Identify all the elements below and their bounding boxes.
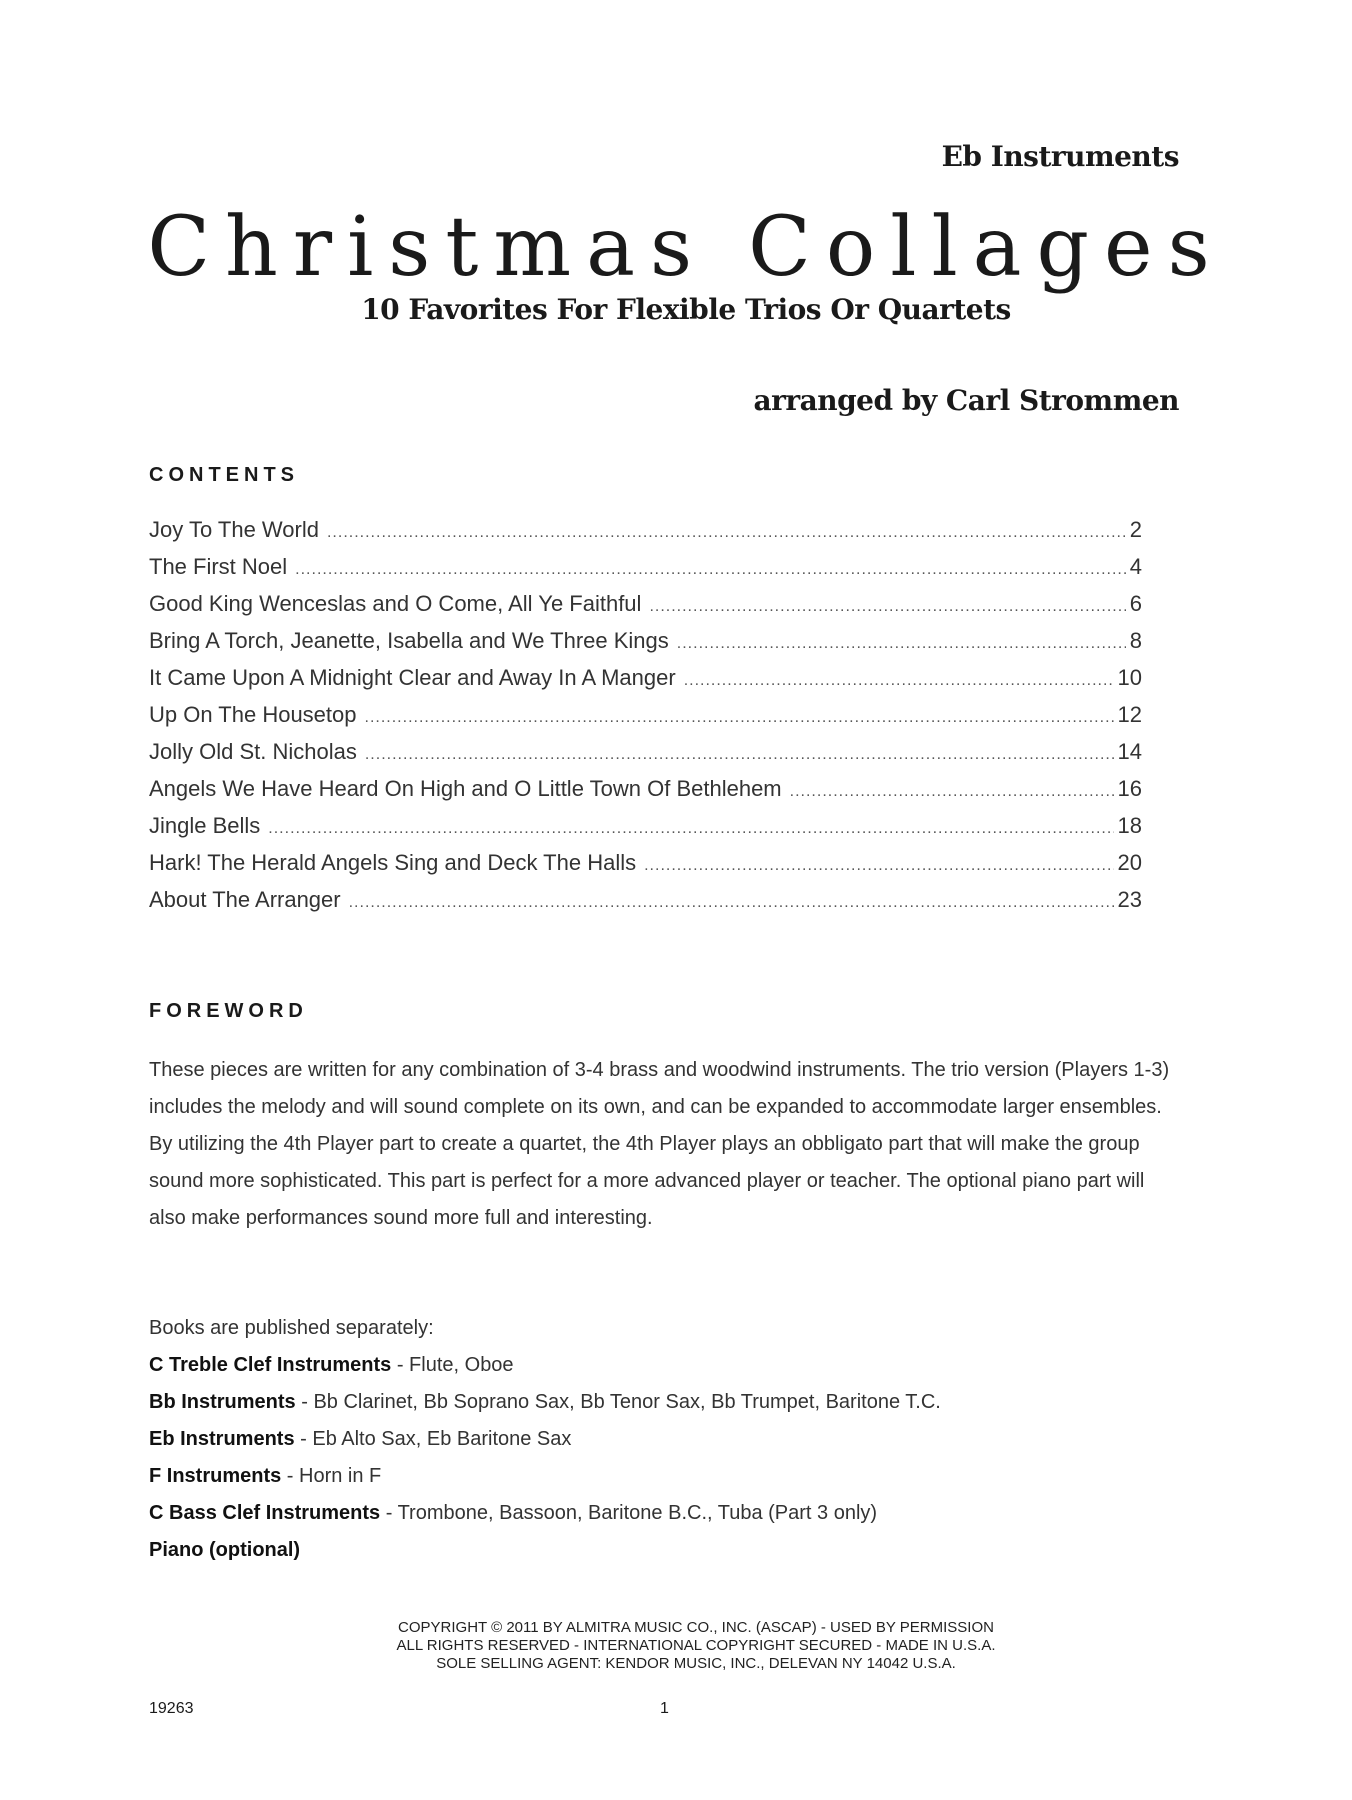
toc-entry-title: About The Arranger bbox=[149, 887, 341, 912]
toc-entry bbox=[149, 813, 1142, 850]
toc-entry bbox=[149, 517, 1142, 554]
toc-entry-title: Jingle Bells bbox=[149, 813, 261, 838]
copyright-line: SOLE SELLING AGENT: KENDOR MUSIC, INC., DELEVAN NY 14042 U.S.A. bbox=[436, 1655, 956, 1672]
book-item-name: Piano (optional) bbox=[149, 1539, 301, 1561]
book-item bbox=[149, 1532, 941, 1569]
toc-entry-page: 8 bbox=[1129, 628, 1142, 653]
book-item-name: C Bass Clef Instruments bbox=[149, 1502, 381, 1524]
book-item-desc: - Horn in F bbox=[281, 1465, 382, 1487]
copyright-line: COPYRIGHT © 2011 BY ALMITRA MUSIC CO., INC. (ASCAP) - USED BY PERMISSION bbox=[398, 1619, 994, 1636]
toc-entry bbox=[149, 554, 1142, 591]
toc-entry bbox=[149, 776, 1142, 813]
book-item bbox=[149, 1347, 941, 1384]
foreword-paragraph: These pieces are written for any combination of 3-4 brass and woodwind instruments. The trio version (Players 1-3) includes the melody and will sound complete on its own, and can be expanded to accommodate larger ensembles. By utilizing the 4th Player part to create a quartet, the 4th Player plays an obbligato part that will make the group sound more sophisticated. This part is perfect for a more advanced player or teacher. The optional piano part will also make performances sound more full and interesting. bbox=[149, 1059, 1170, 1229]
toc-entry bbox=[149, 702, 1142, 739]
toc-leader-dots bbox=[365, 746, 1114, 764]
toc-leader-dots bbox=[349, 894, 1114, 912]
book-item bbox=[149, 1495, 941, 1532]
toc-entry-page: 2 bbox=[1129, 517, 1142, 542]
toc-leader-dots bbox=[649, 598, 1125, 616]
toc-leader-dots bbox=[644, 857, 1113, 875]
toc-entry-page: 23 bbox=[1117, 887, 1142, 912]
book-item bbox=[149, 1458, 941, 1495]
book-item-name: C Treble Clef Instruments bbox=[149, 1354, 392, 1376]
toc-entry-page: 4 bbox=[1129, 554, 1142, 579]
book-title: Christmas Collages bbox=[147, 200, 1225, 295]
book-item-name: Bb Instruments bbox=[149, 1391, 296, 1413]
book-item-desc: - Eb Alto Sax, Eb Baritone Sax bbox=[294, 1428, 572, 1450]
catalog-number: 19263 bbox=[149, 1700, 194, 1717]
book-subtitle: 10 Favorites For Flexible Trios Or Quartets bbox=[361, 293, 1011, 326]
copyright-notice bbox=[20, 1619, 1352, 1673]
toc-leader-dots bbox=[790, 783, 1114, 801]
book-item-desc: - Flute, Oboe bbox=[391, 1354, 514, 1376]
toc-leader-dots bbox=[295, 561, 1126, 579]
copyright-line: ALL RIGHTS RESERVED - INTERNATIONAL COPYRIGHT SECURED - MADE IN U.S.A. bbox=[396, 1637, 996, 1654]
book-item bbox=[149, 1384, 941, 1421]
toc-entry-title: Joy To The World bbox=[149, 517, 319, 542]
toc-entry-title: Jolly Old St. Nicholas bbox=[149, 739, 357, 764]
toc-entry-page: 14 bbox=[1117, 739, 1142, 764]
toc-entry-page: 12 bbox=[1117, 702, 1142, 727]
toc-entry bbox=[149, 887, 1142, 924]
toc-entry-title: It Came Upon A Midnight Clear and Away In A Manger bbox=[149, 665, 676, 690]
toc-entry-title: The First Noel bbox=[149, 554, 288, 579]
foreword-heading: FOREWORD bbox=[149, 1000, 308, 1022]
book-item-desc: - Trombone, Bassoon, Baritone B.C., Tuba (Part 3 only) bbox=[380, 1502, 878, 1524]
table-of-contents bbox=[149, 517, 1142, 924]
arranger-credit: arranged by Carl Strommen bbox=[753, 384, 1179, 417]
page-number: 1 bbox=[660, 1700, 669, 1717]
book-item-name: Eb Instruments bbox=[149, 1428, 295, 1450]
toc-leader-dots bbox=[327, 524, 1126, 542]
toc-entry bbox=[149, 665, 1142, 702]
toc-entry-title: Good King Wenceslas and O Come, All Ye Faithful bbox=[149, 591, 642, 616]
contents-heading: CONTENTS bbox=[149, 464, 299, 486]
books-list bbox=[149, 1310, 941, 1569]
toc-entry-page: 18 bbox=[1117, 813, 1142, 838]
toc-entry bbox=[149, 739, 1142, 776]
toc-leader-dots bbox=[677, 635, 1126, 653]
edition-label: Eb Instruments bbox=[941, 140, 1179, 173]
toc-entry-page: 20 bbox=[1117, 850, 1142, 875]
toc-entry-page: 16 bbox=[1117, 776, 1142, 801]
toc-entry-title: Bring A Torch, Jeanette, Isabella and We Three Kings bbox=[149, 628, 669, 653]
book-item-name: F Instruments bbox=[149, 1465, 282, 1487]
book-item-desc: - Bb Clarinet, Bb Soprano Sax, Bb Tenor Sax, Bb Trumpet, Baritone T.C. bbox=[295, 1391, 941, 1413]
toc-entry-title: Hark! The Herald Angels Sing and Deck The Halls bbox=[149, 850, 637, 875]
toc-entry bbox=[149, 628, 1142, 665]
toc-entry-page: 10 bbox=[1117, 665, 1142, 690]
toc-leader-dots bbox=[365, 709, 1114, 727]
books-intro: Books are published separately: bbox=[149, 1317, 434, 1339]
toc-entry bbox=[149, 850, 1142, 887]
toc-leader-dots bbox=[268, 820, 1113, 838]
toc-entry-page: 6 bbox=[1129, 591, 1142, 616]
toc-entry bbox=[149, 591, 1142, 628]
toc-leader-dots bbox=[684, 672, 1114, 690]
book-item bbox=[149, 1421, 941, 1458]
toc-entry-title: Up On The Housetop bbox=[149, 702, 357, 727]
toc-entry-title: Angels We Have Heard On High and O Little Town Of Bethlehem bbox=[149, 776, 782, 801]
